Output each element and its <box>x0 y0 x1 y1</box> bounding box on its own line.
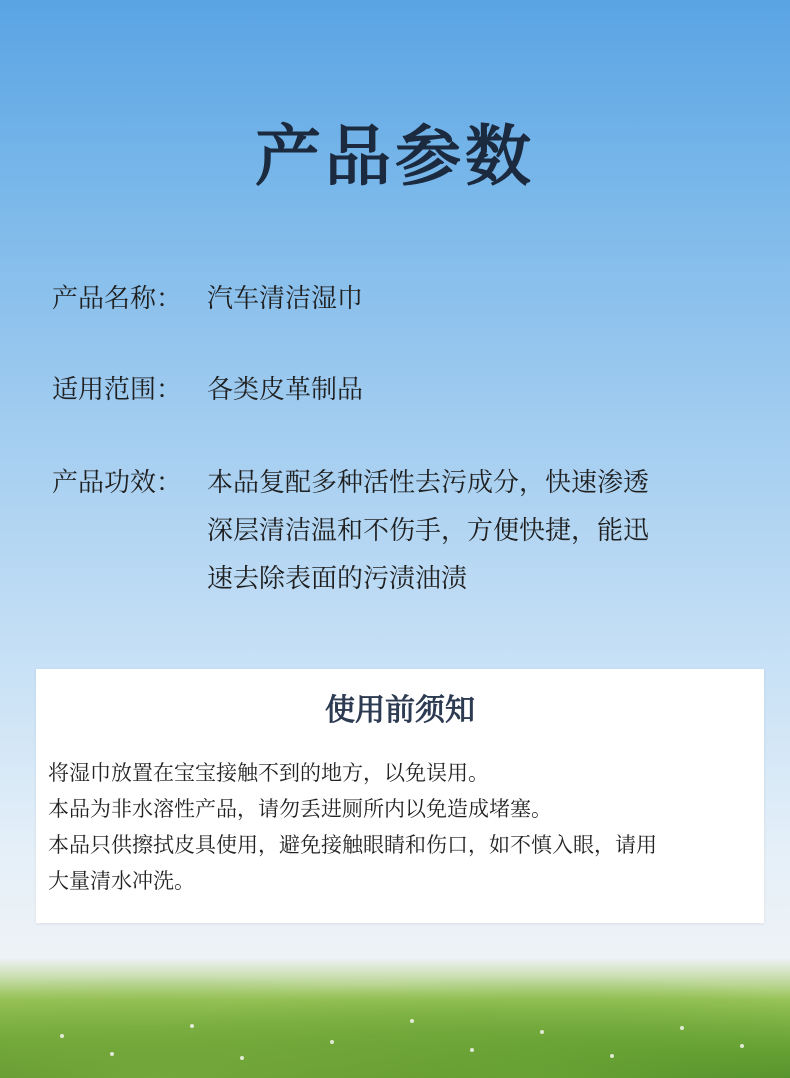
notice-line: 本品只供擦拭皮具使用，避免接触眼睛和伤口，如不慎入眼，请用 <box>48 833 657 857</box>
effect-line: 本品复配多种活性去污成分，快速渗透 <box>207 468 650 498</box>
param-row-effect <box>52 459 717 603</box>
notice-card <box>36 669 764 923</box>
notice-title: 使用前须知 <box>325 693 475 728</box>
effect-line: 深层清洁温和不伤手，方便快捷，能迅 <box>207 516 650 546</box>
grass-background <box>0 958 790 1078</box>
param-value <box>207 459 717 603</box>
param-row-scope <box>52 366 717 414</box>
param-label: 产品功效： <box>52 468 183 498</box>
notice-line: 大量清水冲洗。 <box>48 869 195 893</box>
notice-lines <box>48 755 760 899</box>
page-title: 产品参数 <box>255 118 535 195</box>
param-value: 各类皮革制品 <box>207 375 364 405</box>
param-label: 产品名称： <box>52 284 183 314</box>
param-value: 汽车清洁湿巾 <box>207 284 364 314</box>
notice-line: 本品为非水溶性产品，请勿丢进厕所内以免造成堵塞。 <box>48 797 552 821</box>
param-label: 适用范围： <box>52 375 183 405</box>
effect-line: 速去除表面的污渍油渍 <box>207 564 468 594</box>
param-row-name <box>52 275 717 323</box>
notice-line: 将湿巾放置在宝宝接触不到的地方，以免误用。 <box>48 761 489 785</box>
